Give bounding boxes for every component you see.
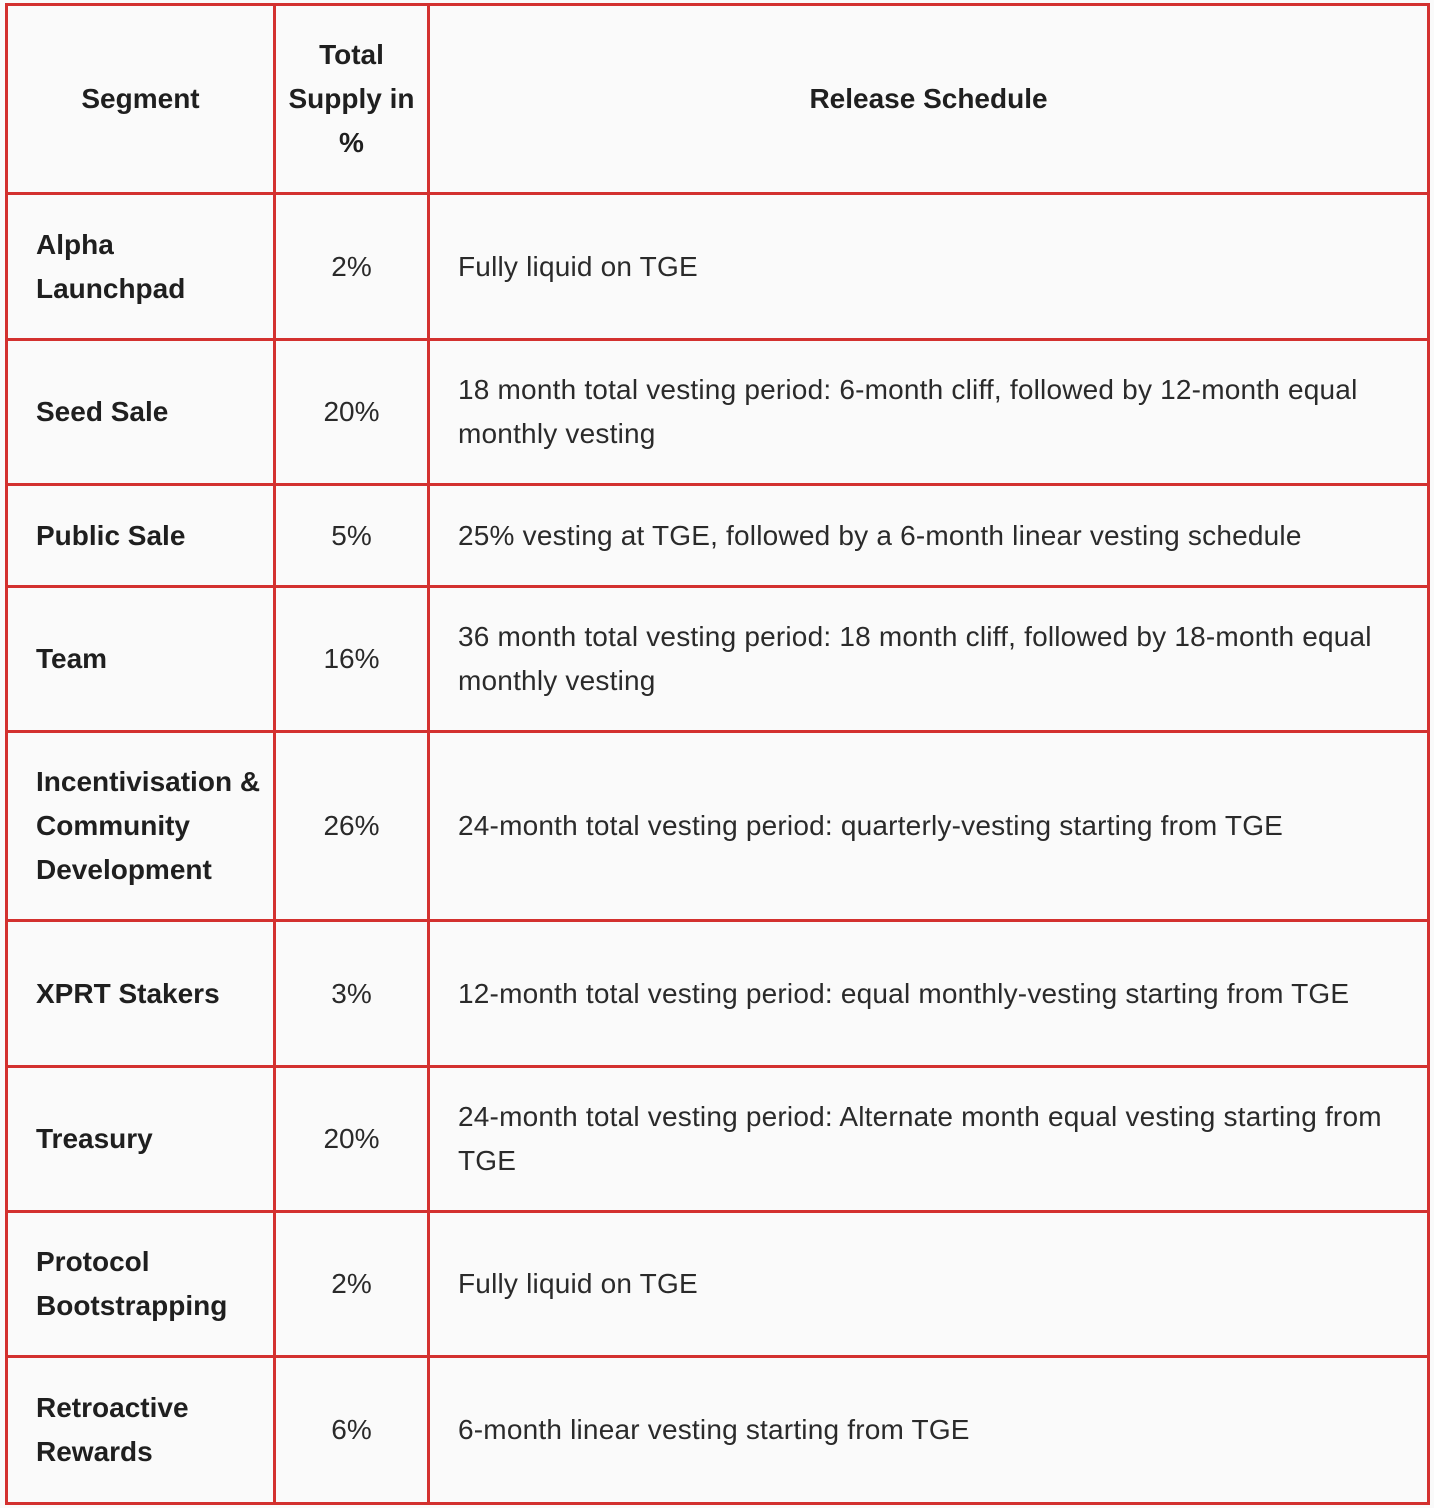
supply-cell: 6%	[275, 1357, 429, 1504]
segment-cell: Public Sale	[7, 485, 275, 587]
table-row	[7, 1357, 1429, 1504]
table-row	[7, 587, 1429, 732]
table-row	[7, 340, 1429, 485]
release-cell: 36 month total vesting period: 18 month cliff, followed by 18-month equal monthly vesting	[429, 587, 1429, 732]
segment-cell: XPRT Stakers	[7, 921, 275, 1067]
release-cell: Fully liquid on TGE	[429, 1212, 1429, 1357]
supply-cell: 5%	[275, 485, 429, 587]
release-cell: 18 month total vesting period: 6-month cliff, followed by 12-month equal monthly vesting	[429, 340, 1429, 485]
release-cell: 6-month linear vesting starting from TGE	[429, 1357, 1429, 1504]
header-total-supply: Total Supply in %	[275, 5, 429, 194]
segment-cell: Incentivisation & Community Development	[7, 732, 275, 921]
table-row	[7, 485, 1429, 587]
supply-cell: 16%	[275, 587, 429, 732]
table-row	[7, 1212, 1429, 1357]
supply-cell: 2%	[275, 1212, 429, 1357]
release-cell: 24-month total vesting period: Alternate month equal vesting starting from TGE	[429, 1067, 1429, 1212]
supply-cell: 26%	[275, 732, 429, 921]
header-segment: Segment	[7, 5, 275, 194]
table-row	[7, 1067, 1429, 1212]
segment-cell: Protocol Bootstrapping	[7, 1212, 275, 1357]
release-cell: 12-month total vesting period: equal monthly-vesting starting from TGE	[429, 921, 1429, 1067]
supply-cell: 2%	[275, 194, 429, 340]
table-row	[7, 921, 1429, 1067]
segment-cell: Seed Sale	[7, 340, 275, 485]
supply-cell: 3%	[275, 921, 429, 1067]
segment-cell: Alpha Launchpad	[7, 194, 275, 340]
release-cell: Fully liquid on TGE	[429, 194, 1429, 340]
supply-cell: 20%	[275, 1067, 429, 1212]
token-allocation-table	[5, 3, 1430, 1505]
segment-cell: Retroactive Rewards	[7, 1357, 275, 1504]
table-header-row	[7, 5, 1429, 194]
table-row	[7, 732, 1429, 921]
release-cell: 25% vesting at TGE, followed by a 6-month linear vesting schedule	[429, 485, 1429, 587]
segment-cell: Treasury	[7, 1067, 275, 1212]
table-row	[7, 194, 1429, 340]
release-cell: 24-month total vesting period: quarterly-vesting starting from TGE	[429, 732, 1429, 921]
supply-cell: 20%	[275, 340, 429, 485]
segment-cell: Team	[7, 587, 275, 732]
header-release-schedule: Release Schedule	[429, 5, 1429, 194]
